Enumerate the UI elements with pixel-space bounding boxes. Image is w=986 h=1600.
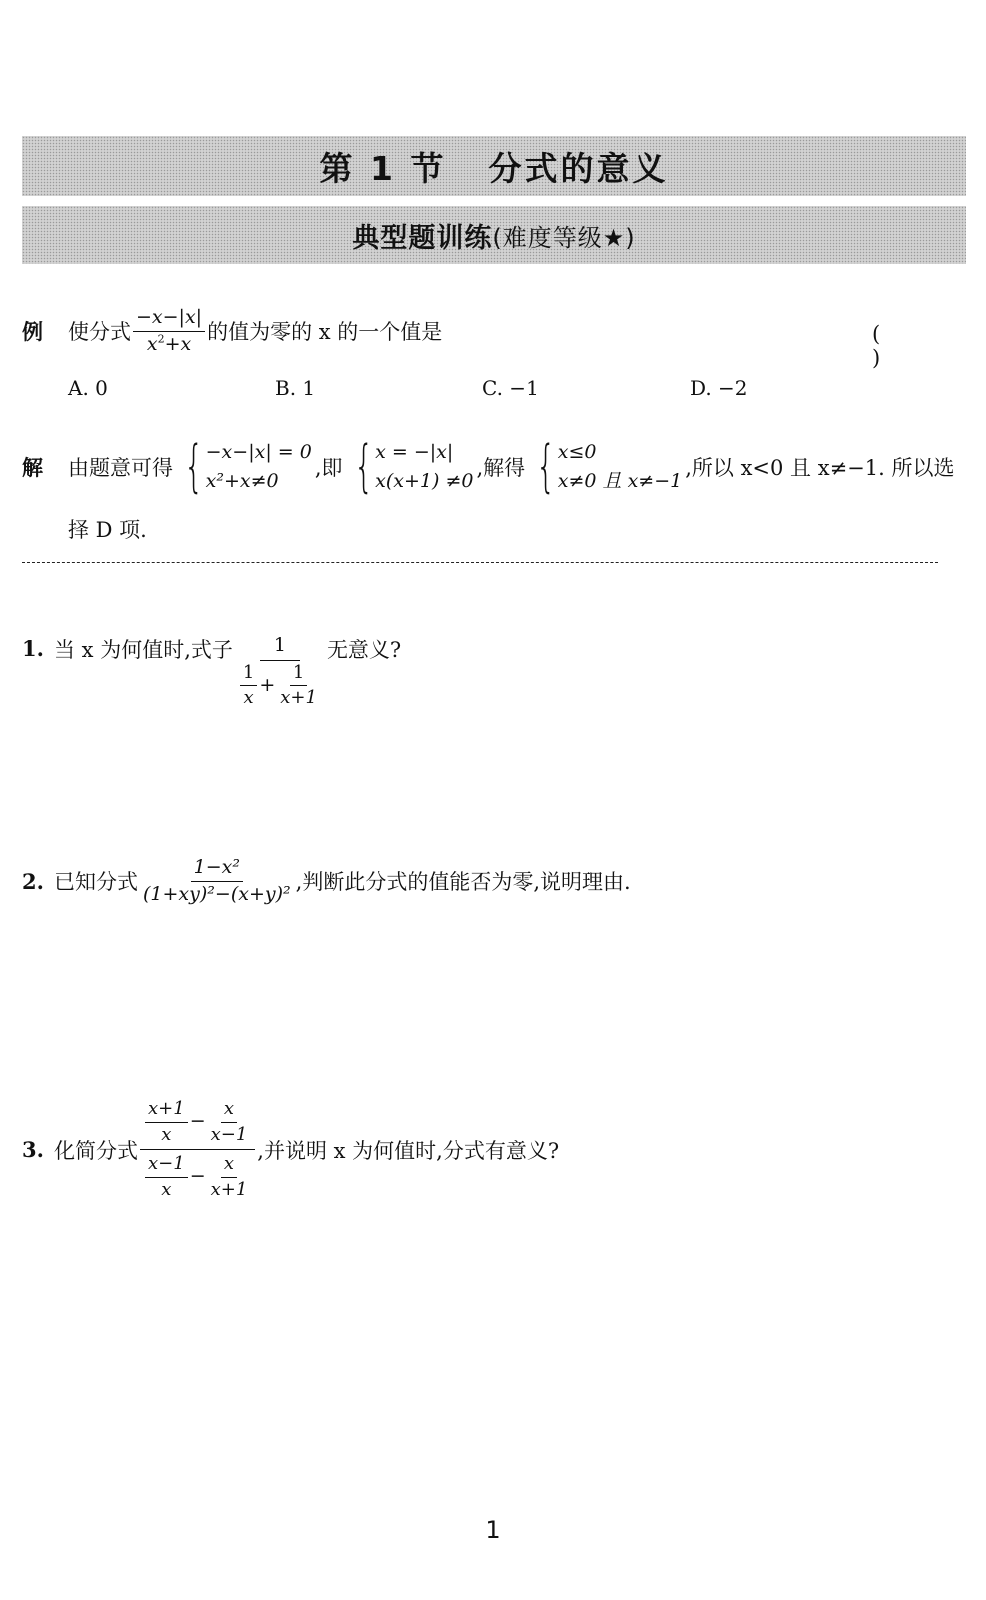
example-fraction [133, 306, 205, 357]
problem-1-before: 当 x 为何值时,式子 [54, 637, 233, 662]
subtitle-main: 典型题训练 [352, 222, 493, 254]
equation-system-3: { x≤0 x≠0 且 x≠−1 [536, 434, 683, 500]
problem-1-fraction [235, 634, 325, 710]
separator-dashed [22, 562, 938, 563]
page-number: 1 [485, 1516, 501, 1544]
section-title-prefix: 第 1 节 [319, 148, 447, 188]
solution-lead: 由题意可得 [68, 456, 173, 481]
problem-2-denominator: (1+xy)²−(x+y)² [143, 882, 291, 905]
problem-1-denominator: $\frac{1}{x}$ + $\frac{1}{x+1}$ [235, 661, 325, 710]
system-1-row-1: −x−|x| = 0 [205, 441, 312, 463]
equation-system-1: { −x−|x| = 0 x²+x≠0 [184, 434, 312, 500]
problem-3-before: 化简分式 [54, 1138, 138, 1163]
problem-1-after: 无意义? [326, 637, 402, 662]
solution-line-2: 择 D 项. [68, 518, 147, 542]
problem-2-numerator: 1−x² [191, 856, 243, 882]
system-3-row-2: x≠0 且 x≠−1 [557, 470, 683, 493]
option-d: D. −2 [690, 376, 748, 400]
problem-3-denominator: $\frac{x-1}{x}$ − $\frac{x}{x+1}$ [140, 1150, 255, 1201]
problem-3-numerator: $\frac{x+1}{x}$ − $\frac{x}{x-1}$ [140, 1098, 255, 1150]
option-a: A. 0 [68, 376, 108, 400]
example-fraction-numerator: −x−|x| [133, 306, 205, 332]
problem-3 [22, 1098, 559, 1201]
example-fraction-denominator: $x^2+x$ [146, 332, 192, 355]
option-b: B. 1 [275, 376, 316, 400]
problem-2-before: 已知分式 [54, 870, 138, 895]
problem-1 [22, 588, 401, 710]
subtitle-difficulty: (难度等级★) [492, 223, 636, 252]
example-stem-before: 使分式 [68, 320, 131, 345]
example-tag: 例 [22, 320, 43, 345]
example-stem-after: 的值为零的 x 的一个值是 [207, 320, 443, 345]
system-1-row-2: x²+x≠0 [205, 470, 279, 493]
solution-line-1 [22, 434, 955, 500]
problem-2 [22, 856, 631, 907]
problem-2-fraction [140, 856, 294, 907]
equation-system-2: { x = −|x| x(x+1) ≠0 [353, 434, 474, 500]
example-stem [22, 306, 442, 357]
section-title-name: 分式的意义 [488, 148, 669, 188]
solution-tag: 解 [22, 456, 43, 481]
problem-2-number: 2. [22, 868, 44, 894]
solution-mid-2: ,解得 [476, 456, 526, 481]
problem-2-after: ,判断此分式的值能否为零,说明理由. [295, 870, 631, 895]
system-2-row-2: x(x+1) ≠0 [375, 470, 474, 493]
answer-bracket: ( ) [872, 322, 923, 370]
problem-3-fraction [140, 1098, 255, 1201]
option-c: C. −1 [482, 376, 539, 400]
system-2-row-1: x = −|x| [375, 441, 454, 463]
section-title-banner [22, 136, 966, 196]
problem-3-number: 3. [22, 1137, 44, 1162]
solution-mid-1: ,即 [314, 456, 343, 481]
solution-tail: ,所以 x<0 且 x≠−1. 所以选 [685, 456, 955, 481]
problem-1-numerator: 1 [260, 634, 300, 661]
subtitle-banner [22, 206, 966, 264]
problem-3-after: ,并说明 x 为何值时,分式有意义? [257, 1138, 560, 1163]
problem-1-number: 1. [22, 636, 44, 662]
system-3-row-1: x≤0 [557, 441, 597, 463]
